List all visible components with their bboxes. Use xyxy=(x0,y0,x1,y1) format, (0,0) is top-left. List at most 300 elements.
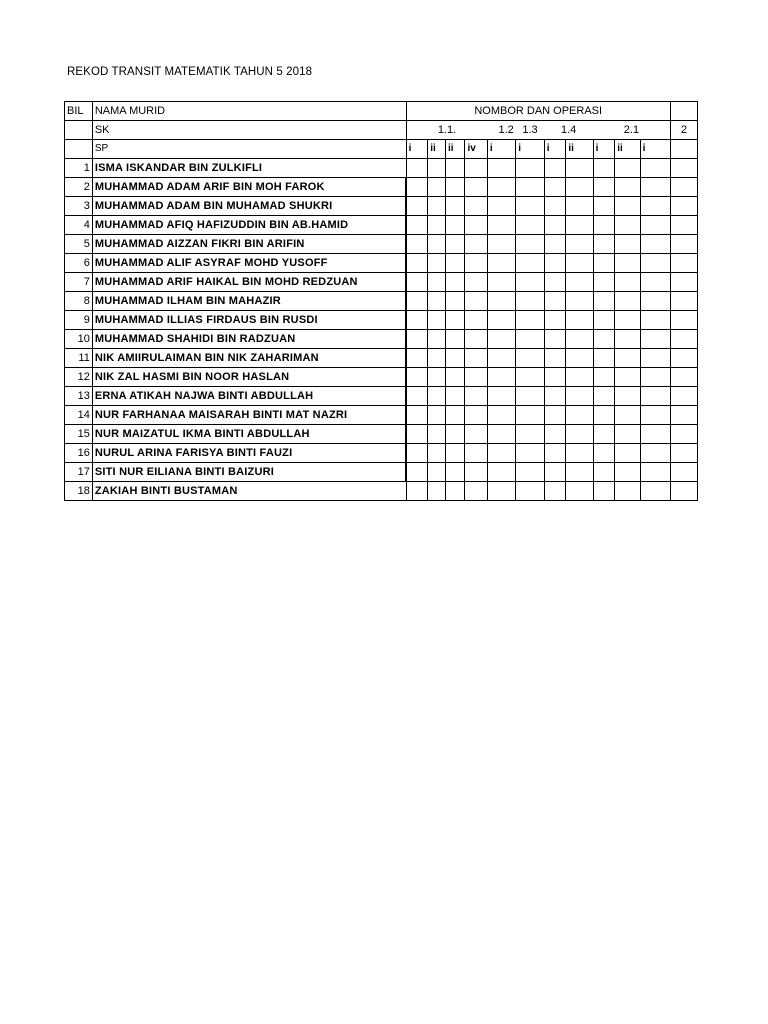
record-cell[interactable] xyxy=(516,387,544,406)
record-cell[interactable] xyxy=(566,406,593,425)
record-cell[interactable] xyxy=(593,387,615,406)
record-cell[interactable] xyxy=(465,254,487,273)
record-cell[interactable] xyxy=(428,330,446,349)
record-cell[interactable] xyxy=(406,482,428,501)
table-row xyxy=(65,387,698,406)
sk-group-1-4: 1.4 xyxy=(544,121,593,140)
record-cell[interactable] xyxy=(487,444,515,463)
record-cell[interactable] xyxy=(465,197,487,216)
record-cell[interactable] xyxy=(544,387,566,406)
sp-col-header xyxy=(670,140,697,159)
record-cell[interactable] xyxy=(487,254,515,273)
record-cell[interactable] xyxy=(406,216,428,235)
record-cell[interactable] xyxy=(615,254,640,273)
row-number: 5 xyxy=(65,235,93,254)
record-cell[interactable] xyxy=(428,235,446,254)
record-cell[interactable] xyxy=(465,273,487,292)
table-row xyxy=(65,368,698,387)
record-cell[interactable] xyxy=(566,216,593,235)
record-cell[interactable] xyxy=(406,159,428,178)
record-cell[interactable] xyxy=(566,463,593,482)
record-cell[interactable] xyxy=(465,482,487,501)
student-name: MUHAMMAD AFIQ HAFIZUDDIN BIN AB.HAMID xyxy=(92,216,406,235)
record-cell[interactable] xyxy=(544,425,566,444)
record-cell[interactable] xyxy=(593,368,615,387)
record-cell[interactable] xyxy=(428,406,446,425)
sp-col-header: i xyxy=(487,140,515,159)
record-cell[interactable] xyxy=(593,482,615,501)
record-cell[interactable] xyxy=(615,292,640,311)
record-cell[interactable] xyxy=(544,444,566,463)
record-cell[interactable] xyxy=(566,482,593,501)
record-cell[interactable] xyxy=(593,273,615,292)
record-cell[interactable] xyxy=(593,235,615,254)
record-cell[interactable] xyxy=(670,311,697,330)
record-cell[interactable] xyxy=(544,178,566,197)
record-cell[interactable] xyxy=(445,216,464,235)
record-cell[interactable] xyxy=(516,463,544,482)
record-cell[interactable] xyxy=(670,463,697,482)
table-row xyxy=(65,235,698,254)
sk-group-1-2: 1.2 xyxy=(487,121,515,140)
record-cell[interactable] xyxy=(615,444,640,463)
record-cell[interactable] xyxy=(593,406,615,425)
table-row xyxy=(65,292,698,311)
record-cell[interactable] xyxy=(445,482,464,501)
record-cell[interactable] xyxy=(428,368,446,387)
record-cell[interactable] xyxy=(487,387,515,406)
record-cell[interactable] xyxy=(670,273,697,292)
record-cell[interactable] xyxy=(640,292,670,311)
record-cell[interactable] xyxy=(640,444,670,463)
record-cell[interactable] xyxy=(544,349,566,368)
record-cell[interactable] xyxy=(615,425,640,444)
record-cell[interactable] xyxy=(566,197,593,216)
record-cell[interactable] xyxy=(670,197,697,216)
header-empty xyxy=(670,102,697,121)
record-cell[interactable] xyxy=(487,311,515,330)
header-sp: SP xyxy=(92,140,406,159)
record-cell[interactable] xyxy=(544,216,566,235)
record-cell[interactable] xyxy=(615,368,640,387)
record-cell[interactable] xyxy=(487,273,515,292)
record-cell[interactable] xyxy=(516,292,544,311)
record-cell[interactable] xyxy=(544,292,566,311)
record-cell[interactable] xyxy=(487,292,515,311)
record-cell[interactable] xyxy=(615,463,640,482)
row-number: 17 xyxy=(65,463,93,482)
record-cell[interactable] xyxy=(670,330,697,349)
record-cell[interactable] xyxy=(640,273,670,292)
record-cell[interactable] xyxy=(487,349,515,368)
record-cell[interactable] xyxy=(516,482,544,501)
table-row xyxy=(65,216,698,235)
record-cell[interactable] xyxy=(640,178,670,197)
student-name: ZAKIAH BINTI BUSTAMAN xyxy=(92,482,406,501)
record-cell[interactable] xyxy=(516,273,544,292)
record-cell[interactable] xyxy=(640,254,670,273)
record-cell[interactable] xyxy=(640,349,670,368)
student-name: NIK ZAL HASMI BIN NOOR HASLAN xyxy=(92,368,406,387)
record-cell[interactable] xyxy=(406,425,428,444)
record-cell[interactable] xyxy=(670,292,697,311)
record-cell[interactable] xyxy=(516,197,544,216)
student-name: MUHAMMAD AIZZAN FIKRI BIN ARIFIN xyxy=(92,235,406,254)
record-cell[interactable] xyxy=(544,406,566,425)
record-cell[interactable] xyxy=(566,444,593,463)
record-cell[interactable] xyxy=(465,330,487,349)
student-name: MUHAMMAD SHAHIDI BIN RADZUAN xyxy=(92,330,406,349)
record-cell[interactable] xyxy=(640,482,670,501)
record-cell[interactable] xyxy=(593,330,615,349)
row-number: 13 xyxy=(65,387,93,406)
header-nama-murid: NAMA MURID xyxy=(92,102,406,121)
record-cell[interactable] xyxy=(445,368,464,387)
row-number: 8 xyxy=(65,292,93,311)
record-cell[interactable] xyxy=(566,425,593,444)
record-cell[interactable] xyxy=(487,463,515,482)
record-cell[interactable] xyxy=(465,292,487,311)
document-title: REKOD TRANSIT MATEMATIK TAHUN 5 2018 xyxy=(67,66,313,78)
header-sk: SK xyxy=(92,121,406,140)
record-cell[interactable] xyxy=(544,159,566,178)
sp-col-header: i xyxy=(544,140,566,159)
record-cell[interactable] xyxy=(487,406,515,425)
sp-col-header: i xyxy=(593,140,615,159)
student-name: MUHAMMAD ADAM BIN MUHAMAD SHUKRI xyxy=(92,197,406,216)
student-name: NUR MAIZATUL IKMA BINTI ABDULLAH xyxy=(92,425,406,444)
record-cell[interactable] xyxy=(615,216,640,235)
record-cell[interactable] xyxy=(406,368,428,387)
record-cell[interactable] xyxy=(566,387,593,406)
record-cell[interactable] xyxy=(487,330,515,349)
record-cell[interactable] xyxy=(406,178,428,197)
header-empty xyxy=(65,121,93,140)
row-number: 11 xyxy=(65,349,93,368)
header-bil: BIL xyxy=(65,102,93,121)
record-cell[interactable] xyxy=(406,406,428,425)
record-cell[interactable] xyxy=(406,311,428,330)
record-cell[interactable] xyxy=(670,425,697,444)
record-cell[interactable] xyxy=(566,273,593,292)
record-cell[interactable] xyxy=(445,387,464,406)
record-cell[interactable] xyxy=(465,368,487,387)
record-cell[interactable] xyxy=(544,330,566,349)
record-cell[interactable] xyxy=(615,406,640,425)
record-cell[interactable] xyxy=(516,311,544,330)
row-number: 18 xyxy=(65,482,93,501)
sp-col-header: ii xyxy=(428,140,446,159)
record-cell[interactable] xyxy=(544,482,566,501)
record-cell[interactable] xyxy=(487,216,515,235)
record-cell[interactable] xyxy=(640,311,670,330)
record-cell[interactable] xyxy=(428,482,446,501)
record-cell[interactable] xyxy=(566,254,593,273)
record-cell[interactable] xyxy=(516,159,544,178)
row-number: 16 xyxy=(65,444,93,463)
record-cell[interactable] xyxy=(465,159,487,178)
record-cell[interactable] xyxy=(670,368,697,387)
record-cell[interactable] xyxy=(516,330,544,349)
header-row-1 xyxy=(65,102,698,121)
record-cell[interactable] xyxy=(487,197,515,216)
student-name: MUHAMMAD ALIF ASYRAF MOHD YUSOFF xyxy=(92,254,406,273)
table-row xyxy=(65,178,698,197)
row-number: 3 xyxy=(65,197,93,216)
student-name: MUHAMMAD ADAM ARIF BIN MOH FAROK xyxy=(92,178,406,197)
record-cell[interactable] xyxy=(428,292,446,311)
record-cell[interactable] xyxy=(516,425,544,444)
sp-col-header: i xyxy=(640,140,670,159)
record-cell[interactable] xyxy=(406,197,428,216)
record-cell[interactable] xyxy=(544,235,566,254)
row-number: 9 xyxy=(65,311,93,330)
table-row xyxy=(65,330,698,349)
student-name: NURUL ARINA FARISYA BINTI FAUZI xyxy=(92,444,406,463)
record-cell[interactable] xyxy=(615,159,640,178)
record-cell[interactable] xyxy=(406,273,428,292)
record-cell[interactable] xyxy=(615,482,640,501)
record-cell[interactable] xyxy=(593,463,615,482)
record-cell[interactable] xyxy=(445,197,464,216)
record-cell[interactable] xyxy=(640,387,670,406)
record-cell[interactable] xyxy=(593,197,615,216)
record-cell[interactable] xyxy=(445,425,464,444)
header-row-sp xyxy=(65,140,698,159)
record-cell[interactable] xyxy=(445,235,464,254)
row-number: 12 xyxy=(65,368,93,387)
record-cell[interactable] xyxy=(640,235,670,254)
record-cell[interactable] xyxy=(445,178,464,197)
sp-col-header: i xyxy=(406,140,428,159)
record-cell[interactable] xyxy=(428,444,446,463)
row-number: 10 xyxy=(65,330,93,349)
record-cell[interactable] xyxy=(406,330,428,349)
record-cell[interactable] xyxy=(593,254,615,273)
record-cell[interactable] xyxy=(465,311,487,330)
header-group-nombor-dan-operasi: NOMBOR DAN OPERASI xyxy=(406,102,670,121)
record-cell[interactable] xyxy=(670,349,697,368)
record-cell[interactable] xyxy=(566,292,593,311)
record-cell[interactable] xyxy=(445,444,464,463)
record-cell[interactable] xyxy=(593,349,615,368)
record-cell[interactable] xyxy=(406,235,428,254)
record-cell[interactable] xyxy=(670,159,697,178)
student-name: NUR FARHANAA MAISARAH BINTI MAT NAZRI xyxy=(92,406,406,425)
sp-col-header: iv xyxy=(465,140,487,159)
row-number: 1 xyxy=(65,159,93,178)
record-cell[interactable] xyxy=(566,159,593,178)
record-cell[interactable] xyxy=(445,273,464,292)
table-row xyxy=(65,349,698,368)
table-row xyxy=(65,406,698,425)
record-cell[interactable] xyxy=(670,254,697,273)
table-row xyxy=(65,444,698,463)
record-cell[interactable] xyxy=(445,349,464,368)
record-cell[interactable] xyxy=(640,159,670,178)
student-name: SITI NUR EILIANA BINTI BAIZURI xyxy=(92,463,406,482)
record-cell[interactable] xyxy=(593,425,615,444)
record-cell[interactable] xyxy=(428,273,446,292)
record-cell[interactable] xyxy=(615,178,640,197)
record-cell[interactable] xyxy=(593,444,615,463)
record-cell[interactable] xyxy=(566,368,593,387)
record-cell[interactable] xyxy=(516,235,544,254)
record-cell[interactable] xyxy=(516,216,544,235)
record-cell[interactable] xyxy=(465,425,487,444)
record-cell[interactable] xyxy=(670,406,697,425)
record-cell[interactable] xyxy=(445,159,464,178)
record-cell[interactable] xyxy=(487,159,515,178)
record-cell[interactable] xyxy=(615,273,640,292)
record-cell[interactable] xyxy=(428,178,446,197)
record-cell[interactable] xyxy=(428,254,446,273)
record-cell[interactable] xyxy=(670,444,697,463)
record-cell[interactable] xyxy=(640,368,670,387)
record-cell[interactable] xyxy=(593,216,615,235)
record-cell[interactable] xyxy=(428,349,446,368)
record-cell[interactable] xyxy=(445,463,464,482)
record-cell[interactable] xyxy=(516,254,544,273)
record-cell[interactable] xyxy=(465,406,487,425)
record-cell[interactable] xyxy=(487,482,515,501)
table-row xyxy=(65,254,698,273)
sp-col-header: ii xyxy=(566,140,593,159)
table-row xyxy=(65,159,698,178)
record-cell[interactable] xyxy=(615,387,640,406)
record-cell[interactable] xyxy=(428,463,446,482)
sp-col-header: ii xyxy=(445,140,464,159)
header-empty xyxy=(65,140,93,159)
record-cell[interactable] xyxy=(640,425,670,444)
table-row xyxy=(65,197,698,216)
record-cell[interactable] xyxy=(615,349,640,368)
header-row-sk xyxy=(65,121,698,140)
record-cell[interactable] xyxy=(544,254,566,273)
record-cell[interactable] xyxy=(465,444,487,463)
table-row xyxy=(65,273,698,292)
table-row xyxy=(65,425,698,444)
table-row xyxy=(65,311,698,330)
record-cell[interactable] xyxy=(406,463,428,482)
record-cell[interactable] xyxy=(516,349,544,368)
record-cell[interactable] xyxy=(566,311,593,330)
record-cell[interactable] xyxy=(445,292,464,311)
student-name: MUHAMMAD ILLIAS FIRDAUS BIN RUSDI xyxy=(92,311,406,330)
record-cell[interactable] xyxy=(566,349,593,368)
row-number: 14 xyxy=(65,406,93,425)
record-cell[interactable] xyxy=(640,463,670,482)
record-cell[interactable] xyxy=(615,197,640,216)
record-cell[interactable] xyxy=(615,311,640,330)
record-cell[interactable] xyxy=(670,235,697,254)
record-cell[interactable] xyxy=(670,178,697,197)
record-cell[interactable] xyxy=(566,235,593,254)
record-cell[interactable] xyxy=(406,387,428,406)
record-cell[interactable] xyxy=(593,311,615,330)
record-cell[interactable] xyxy=(428,216,446,235)
record-cell[interactable] xyxy=(465,387,487,406)
record-cell[interactable] xyxy=(516,178,544,197)
record-cell[interactable] xyxy=(566,330,593,349)
record-cell[interactable] xyxy=(406,292,428,311)
record-cell[interactable] xyxy=(544,463,566,482)
record-cell[interactable] xyxy=(406,254,428,273)
record-cell[interactable] xyxy=(615,235,640,254)
record-cell[interactable] xyxy=(465,178,487,197)
record-cell[interactable] xyxy=(544,368,566,387)
student-name: MUHAMMAD ARIF HAIKAL BIN MOHD REDZUAN xyxy=(92,273,406,292)
record-cell[interactable] xyxy=(516,444,544,463)
record-cell[interactable] xyxy=(670,216,697,235)
record-cell[interactable] xyxy=(640,216,670,235)
record-cell[interactable] xyxy=(428,197,446,216)
record-cell[interactable] xyxy=(516,368,544,387)
table-row xyxy=(65,463,698,482)
row-number: 6 xyxy=(65,254,93,273)
record-cell[interactable] xyxy=(465,349,487,368)
record-cell[interactable] xyxy=(406,349,428,368)
record-cell[interactable] xyxy=(615,330,640,349)
student-name: ERNA ATIKAH NAJWA BINTI ABDULLAH xyxy=(92,387,406,406)
student-name: NIK AMIIRULAIMAN BIN NIK ZAHARIMAN xyxy=(92,349,406,368)
record-cell[interactable] xyxy=(465,216,487,235)
record-cell[interactable] xyxy=(593,292,615,311)
row-number: 2 xyxy=(65,178,93,197)
record-cell[interactable] xyxy=(445,254,464,273)
record-cell[interactable] xyxy=(640,406,670,425)
sp-col-header: i xyxy=(516,140,544,159)
record-cell[interactable] xyxy=(465,235,487,254)
record-sheet xyxy=(64,101,698,501)
record-cell[interactable] xyxy=(670,387,697,406)
record-cell[interactable] xyxy=(566,178,593,197)
record-cell[interactable] xyxy=(544,311,566,330)
record-cell[interactable] xyxy=(428,311,446,330)
record-cell[interactable] xyxy=(487,178,515,197)
record-cell[interactable] xyxy=(445,406,464,425)
record-cell[interactable] xyxy=(487,368,515,387)
record-cell[interactable] xyxy=(640,197,670,216)
record-cell[interactable] xyxy=(445,311,464,330)
sk-group-2: 2 xyxy=(670,121,697,140)
record-cell[interactable] xyxy=(465,463,487,482)
record-cell[interactable] xyxy=(428,159,446,178)
sk-group-1-3: 1.3 xyxy=(516,121,544,140)
record-cell[interactable] xyxy=(593,159,615,178)
table-row xyxy=(65,482,698,501)
record-cell[interactable] xyxy=(640,330,670,349)
record-cell[interactable] xyxy=(428,425,446,444)
record-cell[interactable] xyxy=(544,273,566,292)
record-cell[interactable] xyxy=(544,197,566,216)
record-cell[interactable] xyxy=(487,425,515,444)
student-name: ISMA ISKANDAR BIN ZULKIFLI xyxy=(92,159,406,178)
record-cell[interactable] xyxy=(593,178,615,197)
record-cell[interactable] xyxy=(487,235,515,254)
row-number: 4 xyxy=(65,216,93,235)
record-cell[interactable] xyxy=(428,387,446,406)
row-number: 7 xyxy=(65,273,93,292)
row-number: 15 xyxy=(65,425,93,444)
record-cell[interactable] xyxy=(670,482,697,501)
record-cell[interactable] xyxy=(445,330,464,349)
record-cell[interactable] xyxy=(406,444,428,463)
sk-group-1-1: 1.1. xyxy=(406,121,487,140)
sk-group-2-1: 2.1 xyxy=(593,121,670,140)
record-cell[interactable] xyxy=(516,406,544,425)
transit-record-table xyxy=(64,101,698,501)
